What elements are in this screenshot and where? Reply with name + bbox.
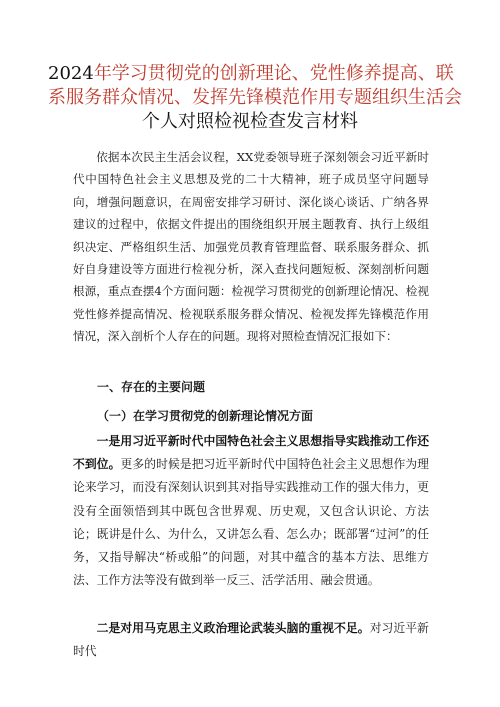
point-2-text: 对习近平新时代 [73, 621, 429, 659]
point-1-text: 更多的时候是把习近平新时代中国特色社会主义思想作为理论来学习，而没有深刻认识到其对指导实践推动工作的强大伟力，更没有全面领悟到其中既包含世界观、历史观，又包含认识论、方法论；既讲是什么、为什么，又讲怎么看、怎么办；既部署“过河”的任务，又指导解决“桥或船”的问题，对其中蕴含的基本方法、思维方法、工作方法等没有做到举一反三、活学活用、融会贯通。 [73, 457, 429, 588]
point-2-paragraph [73, 617, 429, 663]
title-year: 2024 [48, 63, 94, 84]
title-line-1 [48, 62, 452, 86]
point-1-lead: 一是用习近平新时代中国特色社会主义思想指导实践推动工作还不到位。 [73, 434, 429, 472]
title-line-1-text: 年学习贯彻党的创新理论、党性修养提高、联 [93, 63, 454, 84]
title-line-2: 系服务群众情况、发挥先锋模范作用专题组织生活会 [48, 87, 462, 108]
subsection-heading: （一）在学习贯彻党的创新理论情况方面 [97, 409, 314, 423]
section-heading: 一、存在的主要问题 [97, 380, 206, 394]
intro-paragraph-block [73, 146, 429, 348]
point-2-block [73, 617, 429, 663]
document-title [48, 62, 462, 134]
point-1-block [73, 430, 429, 592]
title-line-3: 个人对照检视检查发言材料 [142, 111, 358, 132]
point-1-paragraph [73, 430, 429, 592]
intro-paragraph: 依据本次民主生活会议程，XX党委领导班子深刻领会习近平新时代中国特色社会主义思想及党的二十大精神，班子成员坚守问题导向，增强问题意识，在周密安排学习研讨、深化谈心谈话、广纳各界建议的过程中，依据文件提出的围绕组织开展主题教育、执行上级组织决定、严格组织生活、加强党员教育管理监督、联系服务群众、抓好自身建设等方面进行检视分析，深入查找问题短板、深刻剖析问题根源，重点查摆4个方面问题：检视学习贯彻党的创新理论情况、检视党性修养提高情况、检视联系服务群众情况、检视发挥先锋模范作用情况，深入剖析个人存在的问题。现将对照检查情况汇报如下： [73, 150, 429, 344]
point-2-lead: 二是对用马克思主义政治理论武装头脑的重视不足。 [96, 621, 370, 635]
